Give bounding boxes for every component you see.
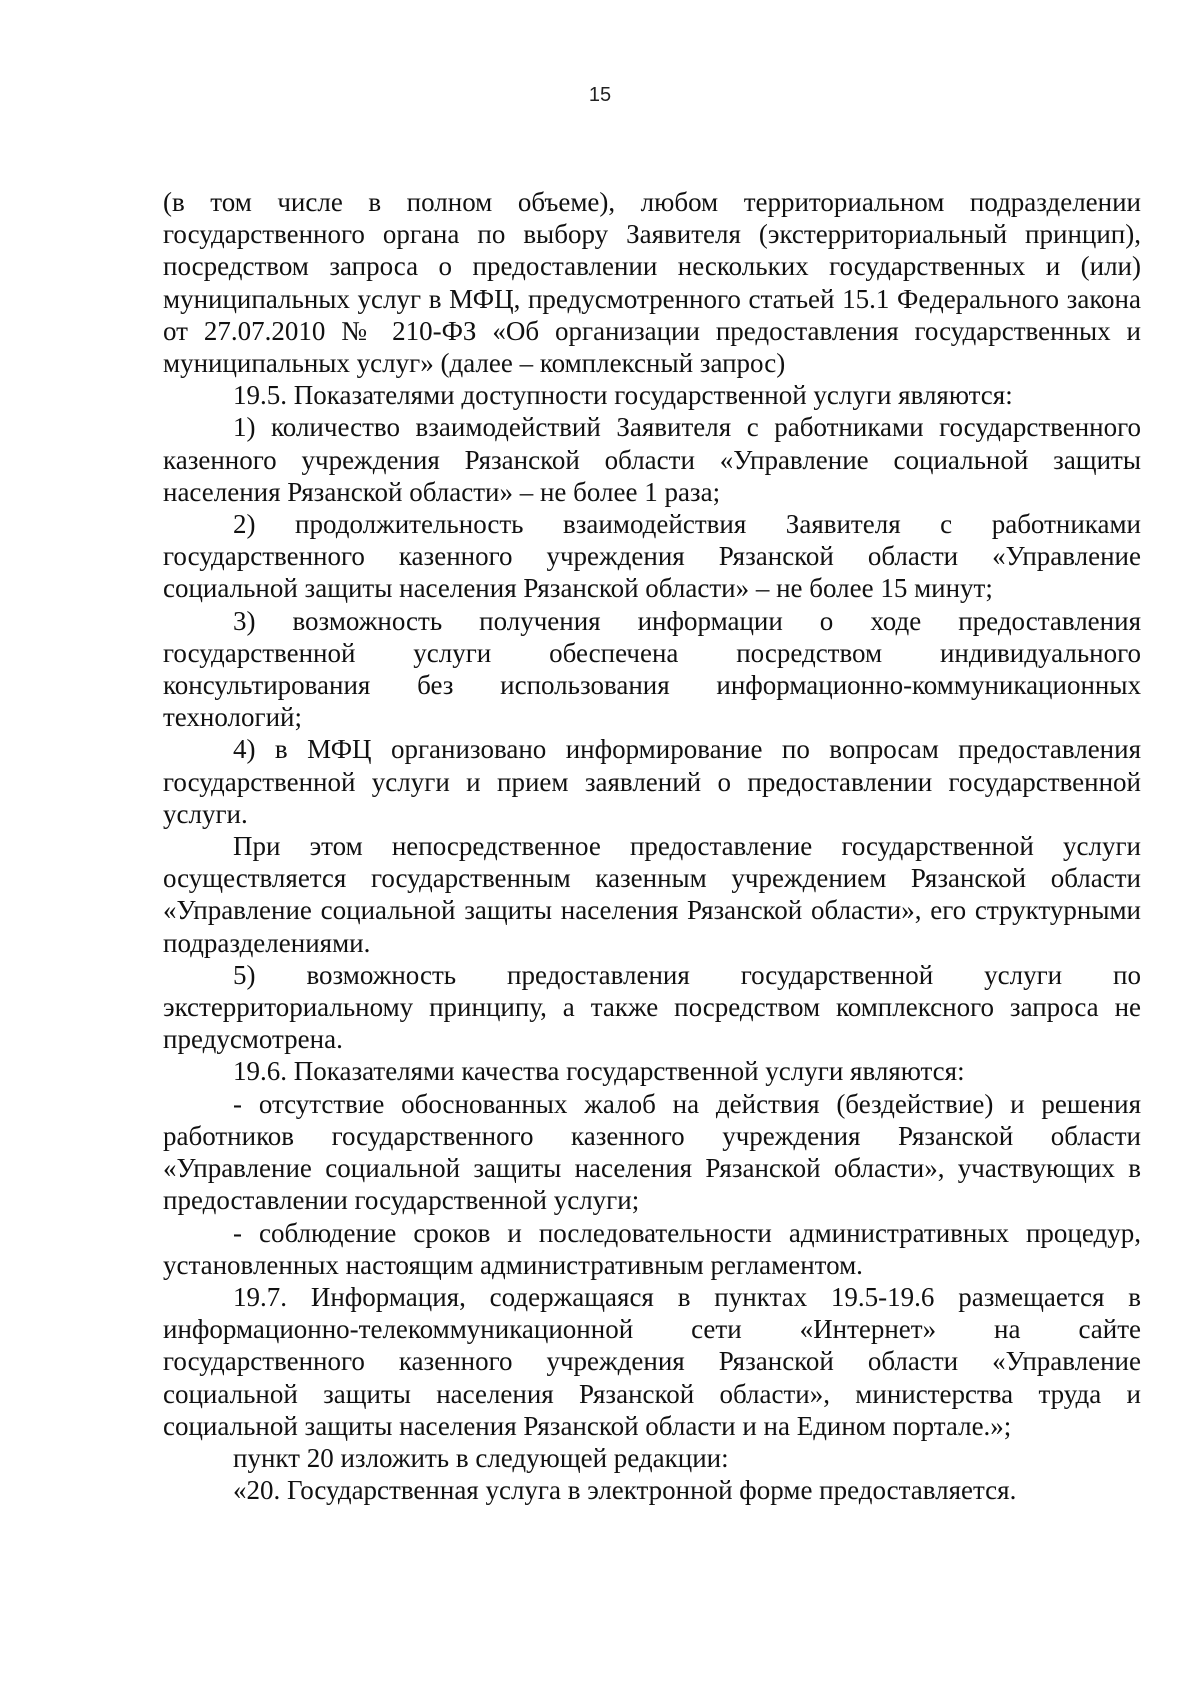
paragraph-quality-item-2: - соблюдение сроков и последовательности административных процедур, установленных настоящим административным регламентом. xyxy=(163,1217,1141,1280)
paragraph-19-6-heading: 19.6. Показателями качества государственной услуги являются: xyxy=(233,1056,965,1087)
paragraph-20: «20. Государственная услуга в электронной форме предоставляется. xyxy=(233,1475,1017,1506)
paragraph-item-5: 5) возможность предоставления государственной услуги по экстерриториальному принципу, а также посредством комплексного запроса не предусмотрена. xyxy=(163,959,1141,1055)
paragraph-item-4: 4) в МФЦ организовано информирование по вопросам предоставления государственной услуги и прием заявлений о предоставлении государственной услуги. xyxy=(163,734,1141,829)
paragraph-amendment: пункт 20 изложить в следующей редакции: xyxy=(233,1442,729,1473)
paragraph-19-5-heading: 19.5. Показателями доступности государственной услуги являются: xyxy=(233,380,1013,411)
paragraph-continuation: (в том числе в полном объеме), любом территориальном подразделении государственного органа по выбору Заявителя (экстерриториальный принцип), посредством запроса о предоставлении нескольких государственных и (или) муниципальных услуг в МФЦ, предусмотренного статьей 15.1 Федерального закона от 27.07.2010 № 210-ФЗ «Об организации предоставления государственных и муниципальных услуг» (далее – комплексный запрос) xyxy=(163,187,1141,379)
paragraph-note: При этом непосредственное предоставление государственной услуги осуществляется государственным казенным учреждением Рязанской области «Управление социальной защиты населения Рязанской области», его структурными подразделениями. xyxy=(163,831,1141,958)
paragraph-quality-item-1: - отсутствие обоснованных жалоб на действия (бездействие) и решения работников государственного казенного учреждения Рязанской области «Управление социальной защиты населения Рязанской области», участвующих в предоставлении государственной услуги; xyxy=(163,1088,1141,1216)
page-number: 15 xyxy=(588,84,612,106)
paragraph-19-7: 19.7. Информация, содержащаяся в пунктах 19.5-19.6 размещается в информационно-телекоммуникационной сети «Интернет» на сайте государственного казенного учреждения Рязанской области «Управление социальной защиты населения Рязанской области», министерства труда и социальной защиты населения Рязанской области и на Едином портале.»; xyxy=(163,1281,1141,1441)
document-body xyxy=(163,186,1141,1506)
paragraph-item-3: 3) возможность получения информации о ходе предоставления государственной услуги обеспечена посредством индивидуального консультирования без использования информационно-коммуникационных технологий; xyxy=(163,605,1141,733)
paragraph-item-2: 2) продолжительность взаимодействия Заявителя с работниками государственного казенного учреждения Рязанской области «Управление социальной защиты населения Рязанской области» – не более 15 минут; xyxy=(163,509,1141,604)
paragraph-item-1: 1) количество взаимодействий Заявителя с работниками государственного казенного учреждения Рязанской области «Управление социальной защиты населения Рязанской области» – не более 1 раза; xyxy=(163,412,1141,507)
